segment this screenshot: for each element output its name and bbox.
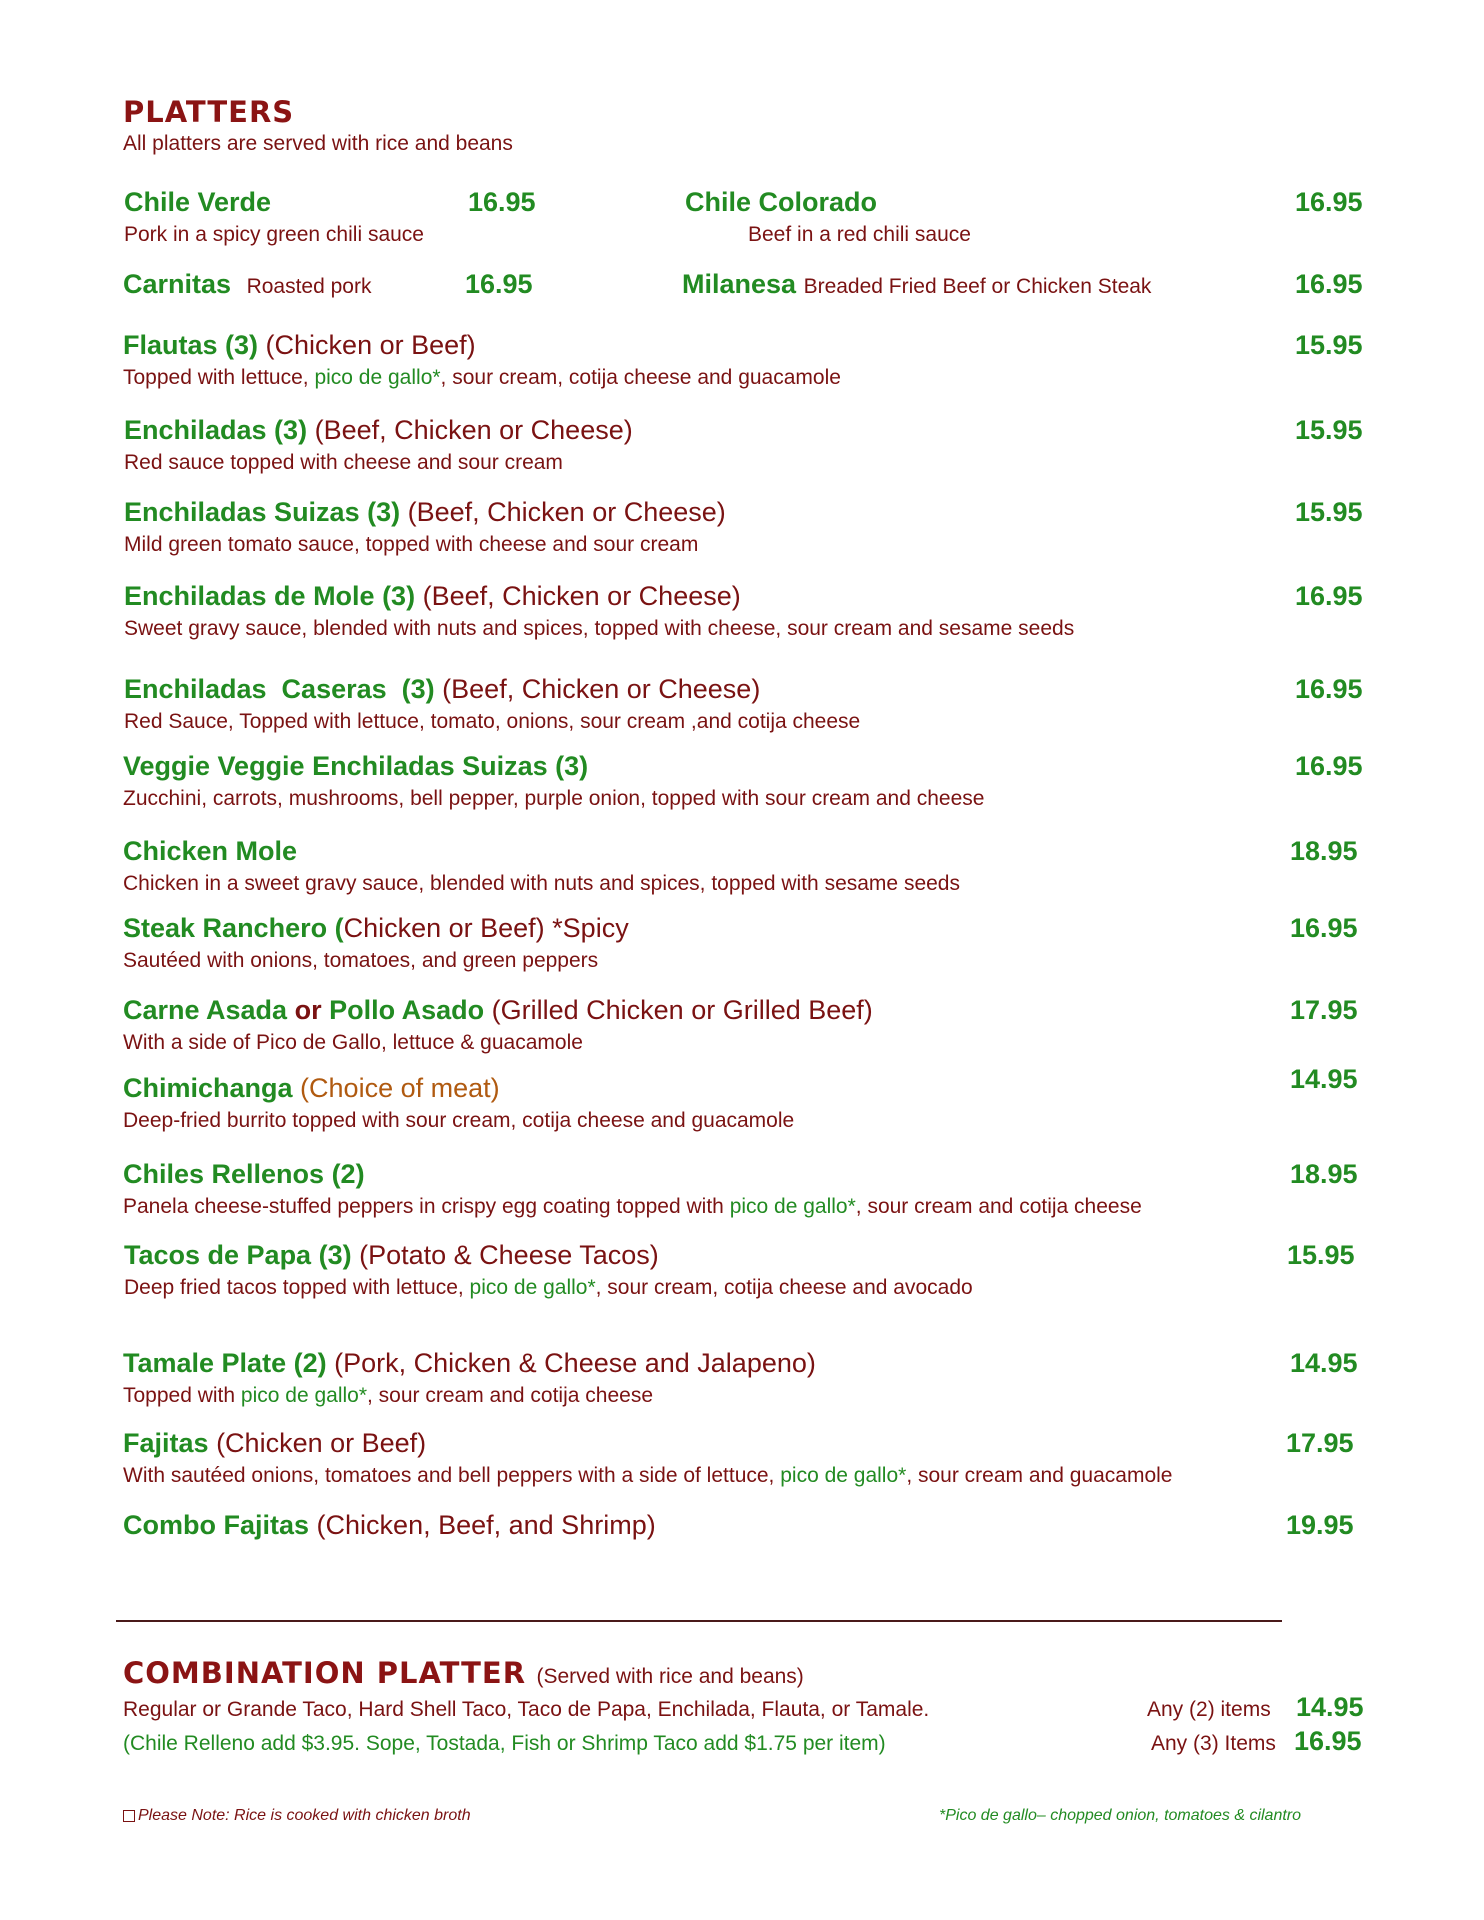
item-price-milanesa: 16.95	[1295, 269, 1363, 299]
item-desc-tacos-papa: Deep fried tacos topped with lettuce, pico de gallo*, sour cream, cotija cheese and avocado	[124, 1276, 973, 1299]
item-name-veggie: Veggie Veggie Enchiladas Suizas (3)	[123, 751, 589, 781]
item-paren-ranchero: Chicken or Beef) *Spicy	[343, 913, 629, 943]
checkbox-icon	[123, 1810, 135, 1822]
item-desc-tamale: Topped with pico de gallo*, sour cream and cotija cheese	[123, 1384, 653, 1407]
item-tacos-papa	[124, 1240, 659, 1271]
item-name-chile-colorado: Chile Colorado	[685, 187, 878, 217]
page-title: PLATTERS	[123, 95, 295, 129]
item-paren-flautas: (Chicken or Beef)	[265, 330, 476, 360]
item-name-enchiladas: Enchiladas (3)	[124, 415, 308, 445]
item-price-chimichanga: 14.95	[1290, 1064, 1358, 1094]
combination-opt2-label: Any (3) Items	[1151, 1732, 1276, 1755]
item-desc-flautas: Topped with lettuce, pico de gallo*, sour cream, cotija cheese and guacamole	[123, 366, 841, 389]
item-caseras	[124, 674, 760, 705]
combination-header	[123, 1656, 804, 1690]
item-desc-enchiladas: Red sauce topped with cheese and sour cream	[124, 451, 563, 474]
item-name-caseras: Enchiladas Caseras (3)	[124, 674, 435, 704]
item-enchiladas	[124, 415, 633, 446]
item-desc-ranchero: Sautéed with onions, tomatoes, and green peppers	[123, 949, 599, 972]
item-mole-enchiladas	[124, 581, 741, 612]
item-milanesa	[682, 269, 1151, 300]
item-paren-chimichanga: (Choice of meat)	[300, 1073, 500, 1103]
combination-opt2-price: 16.95	[1294, 1726, 1362, 1756]
combination-line1: Regular or Grande Taco, Hard Shell Taco, Taco de Papa, Enchilada, Flauta, or Tamale.	[123, 1698, 930, 1721]
item-desc-caseras: Red Sauce, Topped with lettuce, tomato, onions, sour cream ,and cotija cheese	[124, 710, 861, 733]
item-name-combo-fajitas: Combo Fajitas	[123, 1510, 310, 1540]
combination-opt1-label: Any (2) items	[1147, 1698, 1271, 1721]
item-desc-chile-colorado: Beef in a red chili sauce	[748, 223, 971, 246]
footer-note-left: Please Note: Rice is cooked with chicken broth	[123, 1807, 471, 1825]
item-flautas	[123, 330, 476, 361]
item-name-carnitas: Carnitas	[123, 269, 232, 299]
item-desc-chile-verde: Pork in a spicy green chili sauce	[124, 223, 424, 246]
item-name-flautas: Flautas (3)	[123, 330, 259, 360]
item-tamale	[123, 1348, 816, 1379]
item-paren-tacos-papa: (Potato & Cheese Tacos)	[359, 1240, 659, 1270]
item-inline-carnitas: Roasted pork	[246, 275, 372, 298]
item-paren-combo-fajitas: (Chicken, Beef, and Shrimp)	[316, 1510, 656, 1540]
combination-subtitle: (Served with rice and beans)	[536, 1665, 804, 1688]
item-price-fajitas: 17.95	[1286, 1428, 1354, 1458]
item-price-carnitas: 16.95	[465, 269, 533, 299]
item-inline-milanesa: Breaded Fried Beef or Chicken Steak	[803, 275, 1152, 298]
item-desc-suizas: Mild green tomato sauce, topped with cheese and sour cream	[124, 533, 699, 556]
item-name-tamale: Tamale Plate (2)	[123, 1348, 327, 1378]
item-price-tamale: 14.95	[1290, 1348, 1358, 1378]
item-combo-fajitas	[123, 1510, 656, 1541]
item-paren-caseras: (Beef, Chicken or Cheese)	[434, 674, 761, 704]
item-price-flautas: 15.95	[1295, 330, 1363, 360]
item-desc-fajitas: With sautéed onions, tomatoes and bell peppers with a side of lettuce, pico de gallo*, sour cream and guacamole	[123, 1464, 1173, 1487]
item-paren-mole-enchiladas: (Beef, Chicken or Cheese)	[422, 581, 741, 611]
item-desc-veggie: Zucchini, carrots, mushrooms, bell pepper, purple onion, topped with sour cream and cheese	[123, 787, 985, 810]
item-desc-chimichanga: Deep-fried burrito topped with sour cream, cotija cheese and guacamole	[123, 1109, 795, 1132]
item-name-chile-verde: Chile Verde	[124, 187, 272, 217]
item-price-caseras: 16.95	[1295, 674, 1363, 704]
item-name-mole-enchiladas: Enchiladas de Mole (3)	[124, 581, 416, 611]
page-subtitle: All platters are served with rice and beans	[123, 132, 513, 155]
item-paren-asada: (Grilled Chicken or Grilled Beef)	[491, 995, 873, 1025]
item-name-fajitas: Fajitas	[123, 1428, 209, 1458]
item-name-carne-asada: Carne Asada	[123, 995, 288, 1025]
item-name-suizas: Enchiladas Suizas (3)	[124, 497, 401, 527]
item-name-pollo-asado: Pollo Asado	[329, 995, 485, 1025]
item-price-tacos-papa: 15.95	[1287, 1240, 1355, 1270]
item-paren-tamale: (Pork, Chicken & Cheese and Jalapeno)	[334, 1348, 816, 1378]
item-desc-chicken-mole: Chicken in a sweet gravy sauce, blended with nuts and spices, topped with sesame seeds	[123, 872, 960, 895]
footer-note-right: *Pico de gallo– chopped onion, tomatoes & cilantro	[939, 1807, 1302, 1824]
item-paren-suizas: (Beef, Chicken or Cheese)	[407, 497, 726, 527]
item-price-chicken-mole: 18.95	[1290, 836, 1358, 866]
item-ranchero	[123, 913, 629, 944]
section-divider	[116, 1620, 1282, 1622]
item-desc-rellenos: Panela cheese-stuffed peppers in crispy egg coating topped with pico de gallo*, sour cream and cotija cheese	[123, 1195, 1142, 1218]
combination-title: COMBINATION PLATTER	[123, 1656, 527, 1690]
item-price-chile-colorado: 16.95	[1295, 187, 1363, 217]
item-price-asada: 17.95	[1290, 995, 1358, 1025]
item-carnitas	[123, 269, 371, 300]
item-price-suizas: 15.95	[1295, 497, 1363, 527]
item-price-ranchero: 16.95	[1290, 913, 1358, 943]
item-desc-mole-enchiladas: Sweet gravy sauce, blended with nuts and spices, topped with cheese, sour cream and sesame seeds	[124, 617, 1075, 640]
item-price-chile-verde: 16.95	[468, 187, 536, 217]
item-fajitas	[123, 1428, 426, 1459]
item-name-ranchero: Steak Ranchero (	[123, 913, 344, 943]
item-price-combo-fajitas: 19.95	[1286, 1510, 1354, 1540]
item-desc-asada: With a side of Pico de Gallo, lettuce & guacamole	[123, 1031, 583, 1054]
item-price-mole-enchiladas: 16.95	[1295, 581, 1363, 611]
item-suizas	[124, 497, 726, 528]
item-price-enchiladas: 15.95	[1295, 415, 1363, 445]
item-name-tacos-papa: Tacos de Papa (3)	[124, 1240, 352, 1270]
item-name-milanesa: Milanesa	[682, 269, 797, 299]
combination-opt1-price: 14.95	[1296, 1692, 1364, 1722]
item-price-rellenos: 18.95	[1290, 1159, 1358, 1189]
item-name-rellenos: Chiles Rellenos (2)	[123, 1159, 365, 1189]
item-paren-enchiladas: (Beef, Chicken or Cheese)	[314, 415, 633, 445]
item-name-chicken-mole: Chicken Mole	[123, 836, 298, 866]
item-chimichanga	[123, 1073, 500, 1104]
combination-line2: (Chile Relleno add $3.95. Sope, Tostada, Fish or Shrimp Taco add $1.75 per item)	[123, 1732, 886, 1755]
item-name-chimichanga: Chimichanga	[123, 1073, 293, 1103]
item-or-asada: or	[294, 995, 322, 1025]
item-paren-fajitas: (Chicken or Beef)	[216, 1428, 427, 1458]
item-price-veggie: 16.95	[1295, 751, 1363, 781]
item-asada	[123, 995, 873, 1026]
